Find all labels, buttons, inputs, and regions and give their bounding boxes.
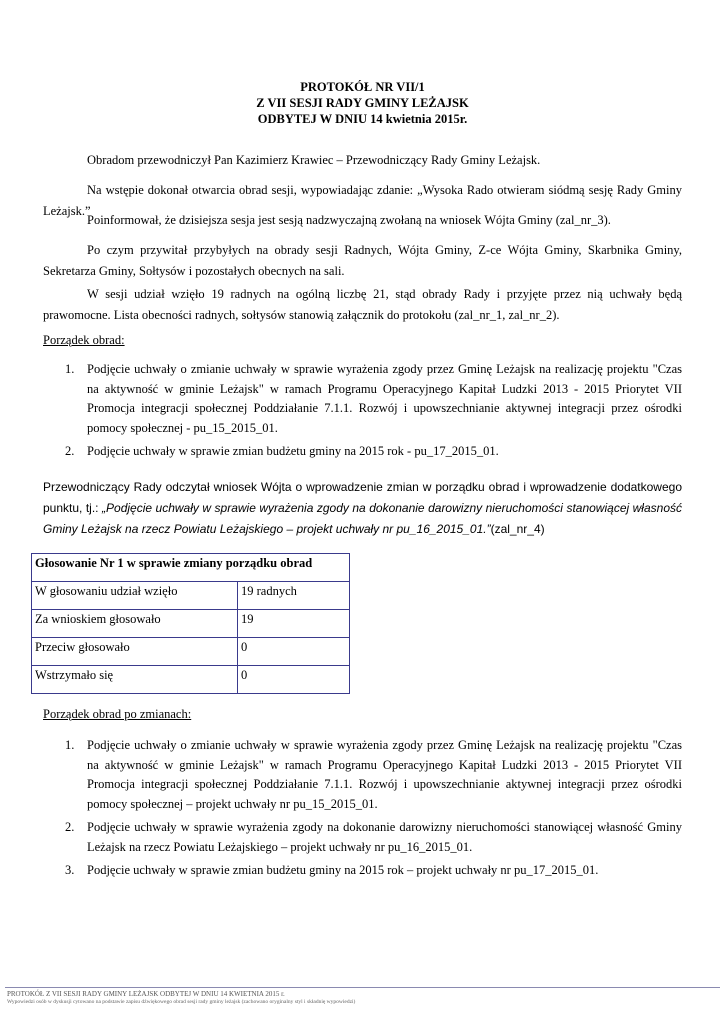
agenda-item: 3. Podjęcie uchwały w sprawie zmian budżetu gminy na 2015 rok – projekt uchwały nr pu_17_2015_01. (65, 863, 599, 877)
table-row (32, 666, 350, 694)
paragraph-extraordinary: Poinformował, że dzisiejsza sesja jest sesją nadzwyczajną zwołaną na wniosek Wójta Gminy (zal_nr_3). (87, 213, 611, 227)
vote-value: 19 radnych (238, 582, 350, 610)
paragraph-quorum: W sesji udział wzięło 19 radnych na ogólną liczbę 21, stąd obrady Rady i przyjęte przez nią uchwały będą prawomocne. Lista obecności radnych, sołtysów stanowią załącznik do protokołu (zal_nr_1, zal_nr_2). (43, 287, 682, 322)
paragraph-chair: Obradom przewodniczył Pan Kazimierz Krawiec – Przewodniczący Rady Gminy Leżajsk. (87, 153, 541, 167)
footer-divider (5, 987, 720, 988)
paragraph-welcome: Po czym przywitał przybyłych na obrady sesji Radnych, Wójta Gminy, Z-ce Wójta Gminy, Skarbnika Gminy, Sekretarza Gminy, Sołtysów i pozostałych obecnych na sali. (43, 243, 682, 278)
vote-table-header: Głosowanie Nr 1 w sprawie zmiany porządku obrad (32, 554, 350, 582)
paragraph-opening: Na wstępie dokonał otwarcia obrad sesji, wypowiadając zdanie: „Wysoka Rado otwieram siódmą sesję Rady Gminy Leżajsk.” (43, 183, 682, 218)
vote-value: 0 (238, 638, 350, 666)
footer-title: PROTOKÓŁ Z VII SESJI RADY GMINY LEŻAJSK ODBYTEJ W DNIU 14 KWIETNIA 2015 r. (7, 990, 285, 998)
agenda-item: 2. Podjęcie uchwały w sprawie zmian budżetu gminy na 2015 rok - pu_17_2015_01. (65, 444, 499, 458)
footer-note: Wypowiedzi osób w dyskusji cytowano na podstawie zapisu dźwiękowego obrad sesji rady gminy leżajsk (zachowano oryginalny styl i składnię wypowiedzi) (7, 999, 356, 1005)
motion-quote: „Podjęcie uchwały w sprawie wyrażenia zgody na dokonanie darowizny nieruchomości stanowiącej własność Gminy Leżajsk na rzecz Powiatu Leżajskiego – projekt uchwały nr pu_16_2015_01.” (43, 501, 682, 536)
vote-label: Wstrzymało się (32, 666, 238, 694)
vote-table-header-row (32, 554, 350, 582)
motion-intro: Przewodniczący Rady odczytał wniosek Wójta o wprowadzenie zmian w porządku obrad i wprowadzenie dodatkowego punktu, tj.: (43, 480, 682, 515)
session-title: Z VII SESJI RADY GMINY LEŻAJSK (256, 96, 469, 110)
agenda-changed-heading: Porządek obrad po zmianach: (43, 707, 192, 721)
vote-label: Przeciw głosowało (32, 638, 238, 666)
vote-label: W głosowaniu udział wzięło (32, 582, 238, 610)
agenda-item: 2. Podjęcie uchwały w sprawie wyrażenia zgody na dokonanie darowizny nieruchomości stanowiącej własność Gminy Leżajsk na rzecz Powiatu Leżajskiego – projekt uchwały nr pu_16_2015_01. (65, 820, 682, 854)
table-row (32, 638, 350, 666)
session-date-title: ODBYTEJ W DNIU 14 kwietnia 2015r. (257, 112, 468, 126)
table-row (32, 610, 350, 638)
vote-table (31, 553, 350, 694)
table-row (32, 582, 350, 610)
agenda-heading: Porządek obrad: (43, 333, 125, 347)
motion-ref: (zal_nr_4) (490, 522, 545, 536)
vote-value: 19 (238, 610, 350, 638)
protocol-title: PROTOKÓŁ NR VII/1 (300, 80, 425, 94)
agenda-item: 1. Podjęcie uchwały o zmianie uchwały w sprawie wyrażenia zgody przez Gminę Leżajsk na realizację projektu "Czas na aktywność w gminie Leżajsk" w ramach Programu Operacyjnego Kapitał Ludzki 2013 - 2015 Priorytet VII Promocja integracji społecznej Poddziałanie 7.1.1. Rozwój i upowszechnianie aktywnej integracji przez ośrodki pomocy społecznej – projekt uchwały nr pu_15_2015_01. (65, 738, 682, 811)
agenda-item: 1. Podjęcie uchwały o zmianie uchwały w sprawie wyrażenia zgody przez Gminę Leżajsk na realizację projektu "Czas na aktywność w gminie Leżajsk" w ramach Programu Operacyjnego Kapitał Ludzki 2013 - 2015 Priorytet VII Promocja integracji społecznej Poddziałanie 7.1.1. Rozwój i upowszechnianie aktywnej integracji przez ośrodki pomocy społecznej - pu_15_2015_01. (65, 362, 682, 435)
motion-paragraph (43, 477, 682, 540)
agenda-changed-list (43, 736, 682, 885)
agenda-list (43, 360, 682, 466)
vote-value: 0 (238, 666, 350, 694)
vote-label: Za wnioskiem głosowało (32, 610, 238, 638)
